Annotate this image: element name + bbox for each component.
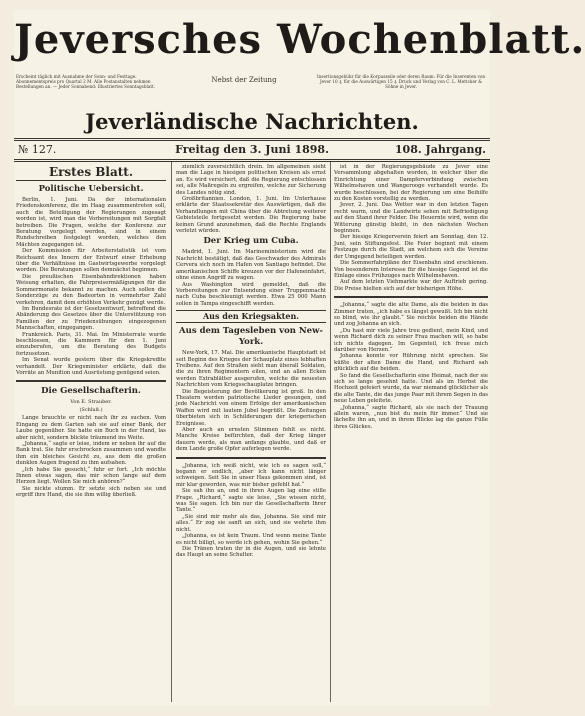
advertising-info: Insertionsgebühr für die Korpuszeile oder deren Raum: Für die Inserenten von Jever 10 ₰, für die Auswärtigen 15 ₰. Druck und Verlag von C. L. Mettcker & Söhne in Jever. [316, 74, 486, 89]
issue-number: № 127. [18, 143, 57, 156]
article-heading: Aus dem Tagesleben von New-York. [179, 326, 323, 348]
paragraph: Die Tränen traten ihr in die Augen, und sie lehnte das Haupt an seine Schulter. [176, 545, 326, 559]
paragraph: „Du hast mir viele Jahre treu gedient, mein Kind, und wenn Richard dich zu seiner Frau machen will, so habe ich nichts dagegen. Im Gegenteil, ich freue mich darüber von Herzen.“ [334, 327, 488, 353]
paragraph: Im Senat wurde gestern über die Kriegskredite verhandelt. Der Kriegsminister erklärte, daß die Vorräte an Munition und Ausrüstung genügend seien. [16, 357, 166, 376]
paragraph: Frankreich. Paris, 31. Mai. Im Ministerrate wurde beschlossen, die Kammern für den 1. Juni einzuberufen, um die Beratung des Budgets fortzusetzen. [16, 331, 166, 357]
paragraph: So fand die Gesellschafterin eine Heimat, nach der sie sich so lange gesehnt hatte. Und als im Herbst die Hochzeit gefeiert wurde, da war niemand glücklicher als die alte Tante, die das junge Paar mit ihrem Segen in das neue Leben geleitete. [334, 372, 488, 405]
paragraph: Sie sah ihn an, und in ihren Augen lag eine stille Frage. „Richard,“ sagte sie leise, „Sie wissen nicht, was Sie sagen. Ich bin nur die Gesellschafterin Ihrer Tante.“ [176, 488, 326, 514]
masthead-info [14, 74, 490, 104]
paragraph: „Johanna,“ sagte Richard, als sie nach der Trauung allein waren, „nun bist du mein für immer.“ Und sie lächelte ihn an, und in ihrem Blicke lag die ganze Fülle ihres Glückes. [334, 404, 488, 430]
paragraph: New-York, 17. Mai. Die amerikanische Hauptstadt ist seit Beginn des Krieges der Schauplatz eines lebhaften Treibens. Auf den Straßen sieht man überall Soldaten, die zu ihren Regimentern eilen, und an allen Ecken werden Extrablätter ausgerufen, welche die neuesten Nachrichten vom Kriegsschauplatze bringen. [176, 350, 326, 389]
column-divider [171, 162, 172, 702]
masthead [14, 10, 585, 76]
paragraph: Der Kommission für Arbeiterstatistik ist vom Reichsamt des Innern der Entwurf einer Erhebung über die Verhältnisse im Gastwirtsgewerbe vorgelegt worden. Die Beratungen sollen demnächst beginnen. [16, 248, 166, 274]
issue-date: Freitag den 3. Juni 1898. [175, 143, 329, 156]
supplement-note: Nebst der Zeitung [211, 76, 277, 84]
newspaper-page [14, 10, 585, 706]
section-heading: Erstes Blatt. [16, 164, 166, 181]
paragraph: Lange brauchte er nicht nach ihr zu suchen. Vom Eingang zu dem Garten sah sie auf einer Bank, der Laube gegenüber. Sie hatte ein Buch in der Hand, las aber nicht, sondern blickte träumend ins Weite. [16, 415, 166, 441]
paragraph: Aus Washington wird gemeldet, daß die Vorbereitungen zur Entsendung einer Truppenmacht nach Cuba beschleunigt werden. Etwa 25 000 Mann sollen in Tampa eingeschifft werden. [176, 281, 326, 307]
story-author: Von E. Strauber. [70, 399, 112, 406]
paragraph: Berlin, 1. Juni. Da der internationalen Friedenskonferenz, die im Haag zusammentreten soll, auch die Beteiligung der Regierungen zugesagt worden ist, wird man die Vorbereitungen mit Sorgfalt betreiben. Die Fragen, welche der Konferenz zur Beratung vorgelegt werden, sind in einem Rundschreiben festgelegt worden, welches den Mächten zugegangen ist. [16, 197, 166, 248]
paragraph: Im Bundesrate ist der Gesetzentwurf, betreffend die Abänderung des Gesetzes über die Unterstützung von Familien der zu Friedensübungen eingezogenen Mannschaften, eingegangen. [16, 305, 166, 332]
paragraph: ist in der Regierungsgebäude zu Jever eine Versammlung abgehalten worden, in welcher über die Einrichtung einer Dampferverbindung zwischen Wilhelmshaven und Wangerooge verhandelt wurde. Es wurde beschlossen, bei der Regierung um eine Beihilfe zu den Kosten vorstellig zu werden. [334, 164, 488, 203]
paragraph: „Johanna,“ sagte er leise, indem er neben ihr auf die Bank trat. Sie fuhr erschrocken zusammen und wandte ihm ein bleiches Gesicht zu, aus dem die großen dunklen Augen fragend zu ihm aufsahen. [16, 441, 166, 467]
paragraph: „Johanna, ich weiß nicht, wie ich es sagen soll,“ begann er endlich, „aber ich kann nicht länger schweigen. Seit Sie in unser Haus gekommen sind, ist mir klar geworden, was mir bisher gefehlt hat.“ [176, 462, 326, 488]
paragraph: Großbritannien. London, 1. Juni. Im Unterhause erklärte der Staatssekretär des Auswärtigen, daß die Verhandlungen mit China über die Abtretung weiterer Gebietsteile fortgesetzt werden. Die Regierung habe keinen Grund anzunehmen, daß die Rechte Englands verletzt würden. [176, 196, 326, 235]
paragraph: Die Sommerfahrpläne der Eisenbahn sind erschienen. Von besonderem Interesse für die hiesige Gegend ist die Einlage eines Frühzuges nach Wilhelmshaven. [334, 260, 488, 279]
paragraph: „Ich habe Sie gesucht,“ fuhr er fort. „Ich möchte Ihnen etwas sagen, das mir schon lange auf dem Herzen liegt. Wollen Sie mich anhören?“ [16, 466, 166, 486]
paragraph: Johanna konnte vor Rührung nicht sprechen. Sie küßte der alten Dame die Hand, und Richard sah glücklich auf die beiden. [334, 353, 488, 373]
article-heading: Der Krieg um Cuba. [203, 236, 299, 247]
paragraph: Die Begeisterung der Bevölkerung ist groß. In den Theatern werden patriotische Lieder gesungen, und jede Nachricht von einem Erfolge der amerikanischen Waffen wird mit lautem Jubel begrüßt. Die Zeitungen überbieten sich in Schilderungen der kriegerischen Ereignisse. [176, 388, 326, 427]
paragraph: ziemlich zuversichtlich drein. Im allgemeinen sieht man die Lage in hiesigen politischen Kreisen als ernst an. Es wird versichert, daß die Regierung entschlossen sei, alle Maßregeln zu ergreifen, welche zur Sicherung des Landes nötig sind. [176, 164, 326, 196]
paragraph: Aber auch an ernsten Stimmen fehlt es nicht. Manche Kreise befürchten, daß der Krieg länger dauern werde, als man anfangs glaubte, und daß er dem Lande große Opfer auferlegen werde. [176, 427, 326, 453]
paragraph: „Johanna,“ sagte die alte Dame, als die beiden in das Zimmer traten, „ich habe es längst gewußt. Ich bin nicht so blind, wie ihr glaubt.“ Sie reichte beiden die Hände und zog Johanna an sich. [334, 302, 488, 328]
newspaper-subtitle: Jeverländische Nachrichten. [85, 109, 419, 134]
column-divider [330, 162, 331, 702]
column-2 [176, 164, 326, 702]
paragraph: Jever, 2. Juni. Das Wetter war in den letzten Tagen recht warm, und die Landwirte sehen mit Befriedigung auf den Stand ihrer Felder. Die Heuernte wird, wenn die Witterung günstig bleibt, in den nächsten Wochen beginnen. [334, 202, 488, 235]
paragraph: Auf dem letzten Viehmarkte war der Auftrieb gering. Die Preise hielten sich auf der bisherigen Höhe. [334, 279, 488, 292]
paragraph: „Sie sind mir mehr als das, Johanna. Sie sind mir alles.“ Er zog sie sanft an sich, und sie wehrte ihm nicht. [176, 513, 326, 533]
article-heading: Politische Uebersicht. [38, 184, 144, 194]
dateline [14, 141, 490, 159]
story-continuation: (Schluß.) [79, 407, 103, 414]
paragraph: Der hiesige Kriegerverein feiert am Sonntag, den 12. Juni, sein Stiftungsfest. Die Feier beginnt mit einem Festzuge durch die Stadt, an welchem sich die Vereine der Umgegend beteiligen werden. [334, 234, 488, 260]
column-3 [334, 164, 488, 702]
paragraph: Madrid, 1. Juni. Im Marineministerium wird die Nachricht bestätigt, daß das Geschwader des Admirals Cervera sich noch im Hafen von Santiago befindet. Die amerikanischen Schiffe kreuzen vor der Hafeneinfahrt, ohne einen Angriff zu wagen. [176, 249, 326, 282]
article-heading: Aus den Kriegsakten. [176, 310, 326, 323]
dateline-rule [14, 159, 490, 162]
newspaper-title: Jeversches Wochenblatt. [14, 16, 585, 63]
paragraph: Die preußischen Eisenbahndirektionen haben Weisung erhalten, die Fahrpreisermäßigungen für die Sommermonate bekannt zu machen. Auch sollen die Sonderzüge zu den Badeorten in vermehrter Zahl verkehren, damit dem erhöhten Verkehr genügt werde. [16, 273, 166, 306]
paragraph: „Johanna, es ist kein Traum. Und wenn meine Tante es nicht billigt, so werde ich gehen, wohin Sie gehen.“ [176, 533, 326, 546]
feuilleton-rule [334, 296, 488, 298]
feuilleton-rule [16, 380, 166, 382]
story-title: Die Gesellschafterin. [41, 386, 141, 397]
feuilleton-rule [176, 457, 326, 459]
paragraph: Sie nickte stumm. Er setzte sich neben sie und ergriff ihre Hand, die sie ihm willig überließ. [16, 485, 166, 499]
subscription-info: Erscheint täglich mit Ausnahme der Sonn- und Festtage. Abonnementspreis pro Quartal 2 M. Alle Postanstalten nehmen Bestellungen an. — Jeder Sonnabend: Illustriertes Sonntagsblatt. [16, 74, 156, 89]
volume-number: 108. Jahrgang. [394, 143, 486, 156]
column-1 [16, 164, 166, 702]
